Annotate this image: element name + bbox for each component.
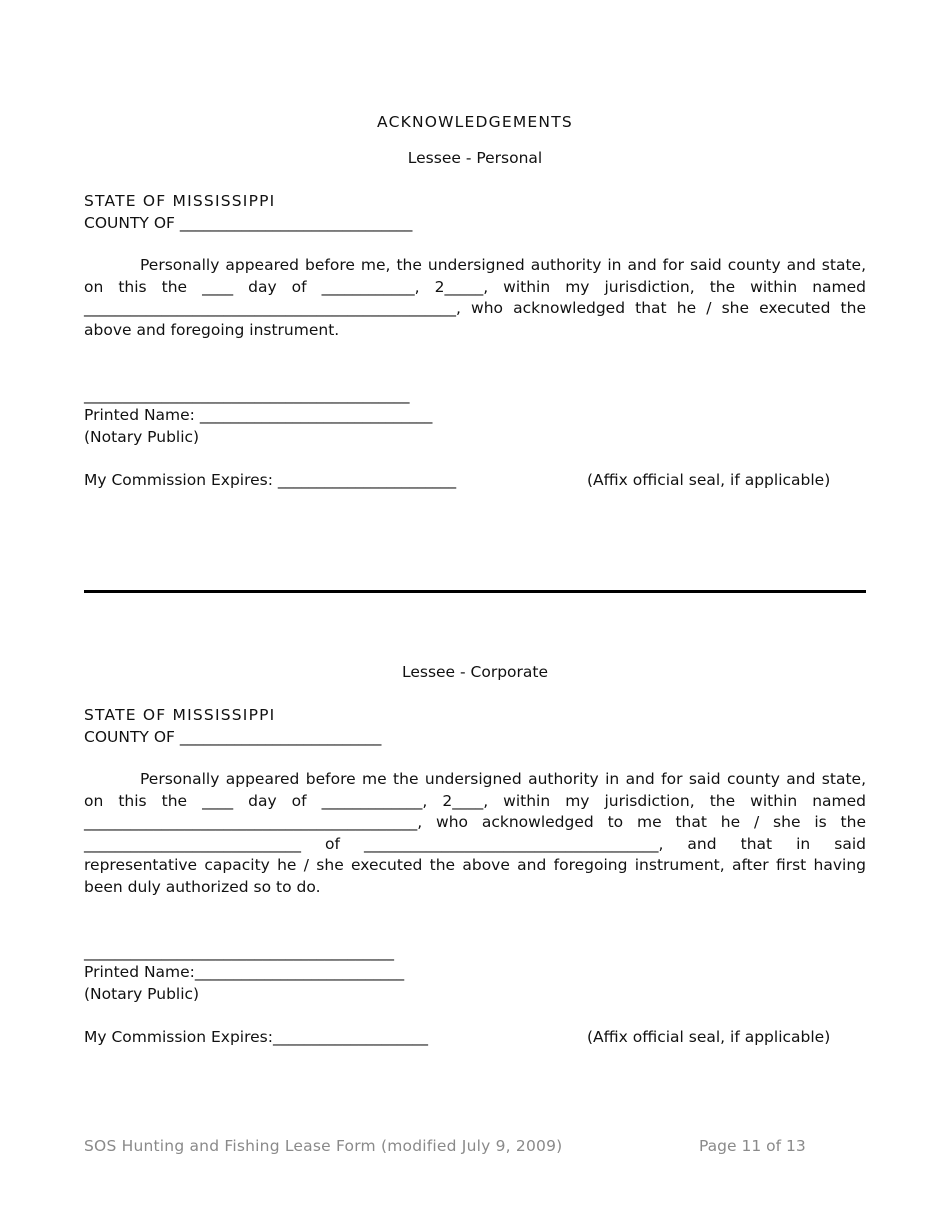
personal-paragraph [84,255,866,341]
personal-signature-line: __________________________________________ [84,386,410,404]
personal-paragraph-text: Personally appeared before me, the undersigned authority in and for said county and state, on this the ____ day of ____________, 2_____, within my jurisdiction, the within named ________________________________________________, who acknowledged that he / she executed the above and foregoing instrument. [84,256,866,339]
personal-section-title: Lessee - Personal [407,149,543,167]
personal-commission-expires: My Commission Expires: _______________________ [84,471,457,489]
corporate-paragraph [84,769,866,898]
corporate-notary-label: (Notary Public) [84,985,200,1003]
corporate-paragraph-text: Personally appeared before me the undersigned authority in and for said county and state, on this the ____ day of _____________, 2____, within my jurisdiction, the within named ___________________________________________, who acknowledged to me that he / she is the ____________________________ of ______________________________________, and that in said representative capacity he / she executed the above and foregoing instrument, after first having been duly authorized so to do. [84,770,866,896]
corporate-signature-line: ________________________________________ [84,943,394,961]
section-divider [84,590,866,593]
corporate-section-title: Lessee - Corporate [401,663,549,681]
corporate-state: STATE OF MISSISSIPPI [84,706,276,724]
personal-county: COUNTY OF ______________________________ [84,214,413,232]
corporate-county: COUNTY OF __________________________ [84,728,382,746]
footer-form-name: SOS Hunting and Fishing Lease Form (modified July 9, 2009) [84,1137,563,1155]
corporate-commission-expires: My Commission Expires:____________________ [84,1028,428,1046]
footer-page-number: Page 11 of 13 [699,1137,806,1155]
page-heading: ACKNOWLEDGEMENTS [377,113,573,131]
corporate-printed-name: Printed Name:___________________________ [84,963,405,981]
personal-seal-note: (Affix official seal, if applicable) [587,471,831,489]
personal-printed-name: Printed Name: ______________________________ [84,406,433,424]
personal-state: STATE OF MISSISSIPPI [84,192,276,210]
corporate-seal-note: (Affix official seal, if applicable) [587,1028,831,1046]
personal-notary-label: (Notary Public) [84,428,200,446]
